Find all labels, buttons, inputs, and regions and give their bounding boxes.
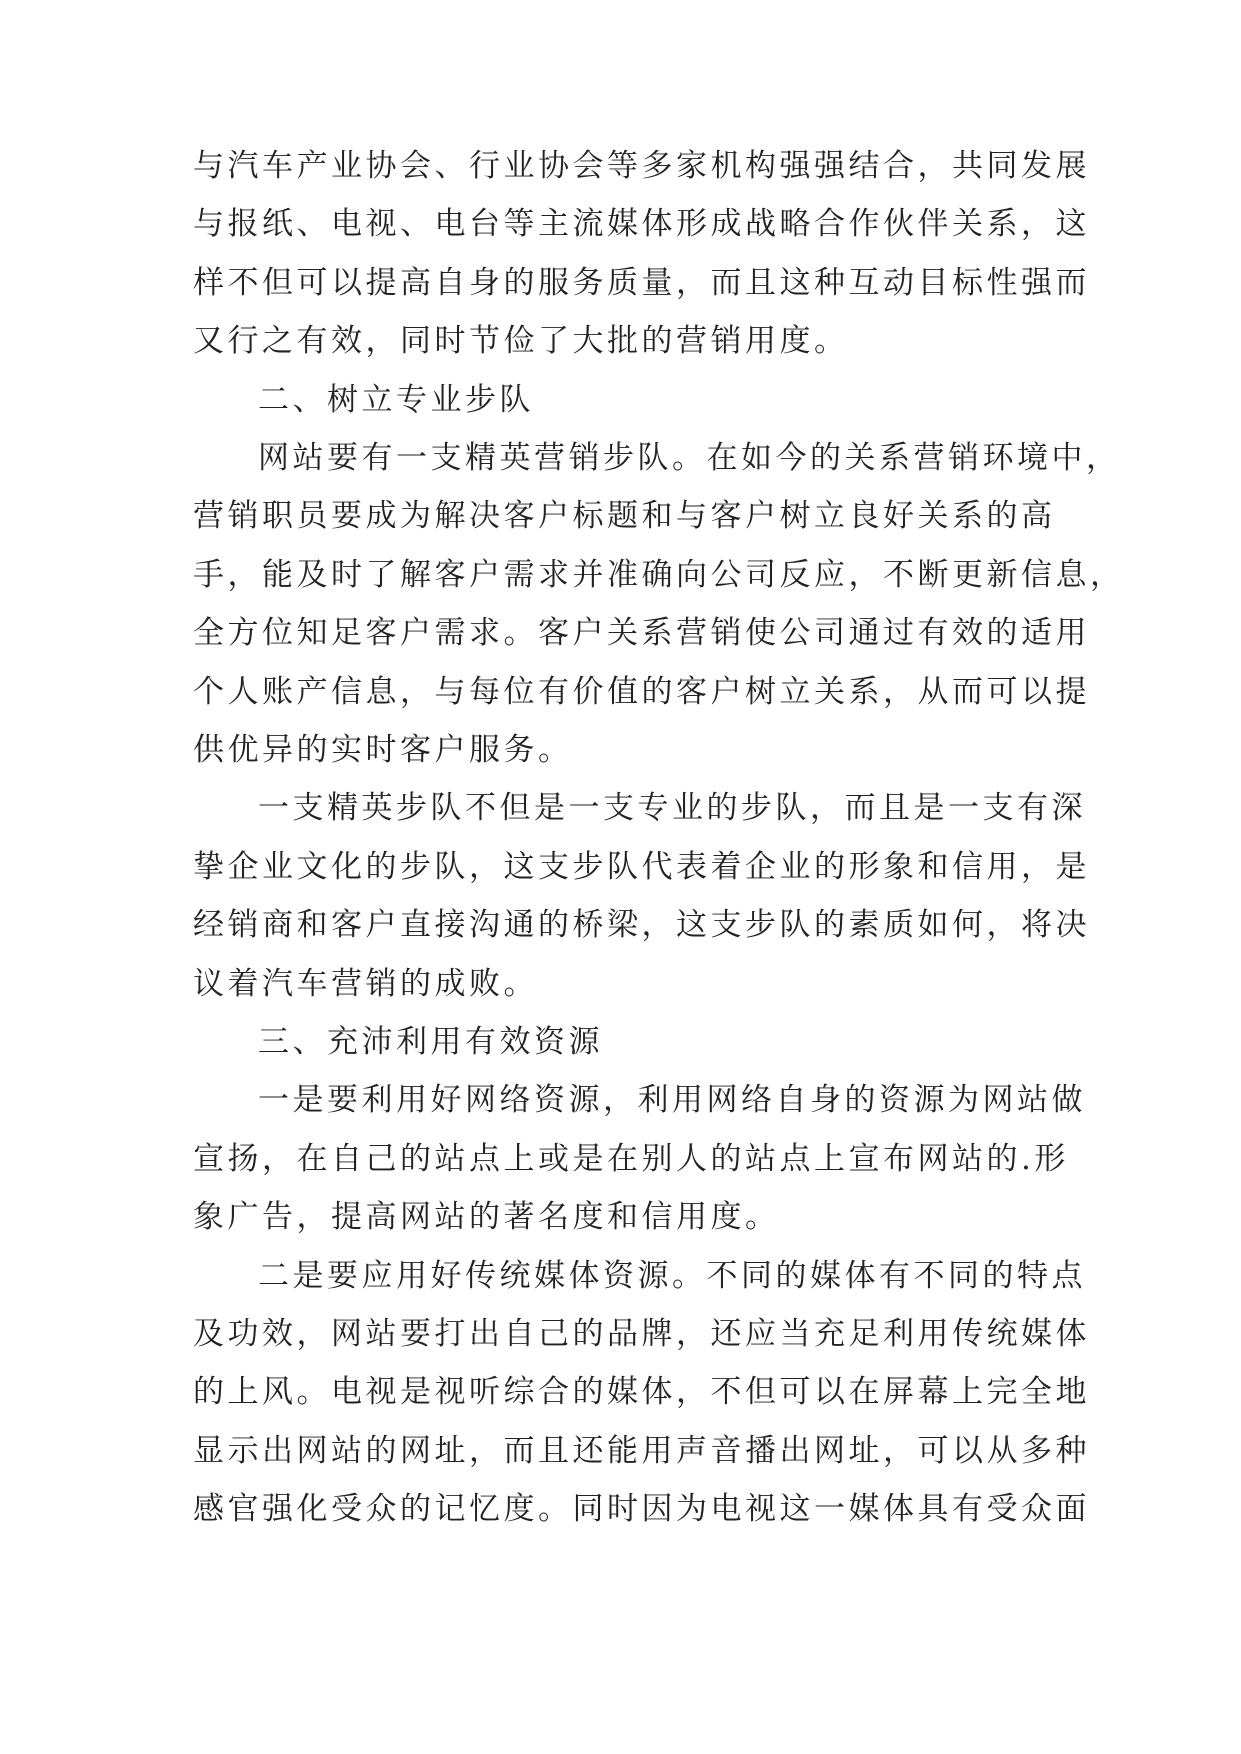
text-line: 三、充沛利用有效资源 <box>258 1024 603 1060</box>
text-line: 与汽车产业协会、行业协会等多家机构强强结合，共同发展 <box>193 148 1090 184</box>
text-line: 显示出网站的网址，而且还能用声音播出网址，可以从多种 <box>193 1433 1090 1469</box>
text-line: 宣扬，在自己的站点上或是在别人的站点上宣布网站的.形 <box>193 1141 1069 1177</box>
text-line: 供优异的实时客户服务。 <box>193 732 573 768</box>
text-line: 网站要有一支精英营销步队。在如今的关系营销环境中， <box>258 440 1121 476</box>
text-line: 一是要利用好网络资源，利用网络自身的资源为网站做 <box>258 1082 1086 1118</box>
text-line: 手，能及时了解客户需求并准确向公司反应，不断更新信息， <box>193 557 1125 593</box>
text-line: 挚企业文化的步队，这支步队代表着企业的形象和信用，是 <box>193 849 1090 885</box>
text-line: 议着汽车营销的成败。 <box>193 966 538 1002</box>
text-line: 二是要应用好传统媒体资源。不同的媒体有不同的特点 <box>258 1258 1086 1294</box>
text-line: 及功效，网站要打出自己的品牌，还应当充足利用传统媒体 <box>193 1316 1090 1352</box>
text-line: 个人账产信息，与每位有价值的客户树立关系，从而可以提 <box>193 674 1090 710</box>
text-line: 一支精英步队不但是一支专业的步队，而且是一支有深 <box>258 790 1086 826</box>
text-line: 二、树立专业步队 <box>258 382 534 418</box>
text-line: 的上风。电视是视听综合的媒体，不但可以在屏幕上完全地 <box>193 1374 1090 1410</box>
text-line: 全方位知足客户需求。客户关系营销使公司通过有效的适用 <box>193 615 1090 651</box>
text-line: 象广告，提高网站的著名度和信用度。 <box>193 1199 780 1235</box>
text-line: 样不但可以提高自身的服务质量，而且这种互动目标性强而 <box>193 265 1090 301</box>
text-line: 又行之有效，同时节俭了大批的营销用度。 <box>193 323 849 359</box>
text-line: 与报纸、电视、电台等主流媒体形成战略合作伙伴关系，这 <box>193 206 1090 242</box>
text-line: 营销职员要成为解决客户标题和与客户树立良好关系的高 <box>193 498 1056 534</box>
text-line: 感官强化受众的记忆度。同时因为电视这一媒体具有受众面 <box>193 1491 1090 1527</box>
text-line: 经销商和客户直接沟通的桥梁，这支步队的素质如何，将决 <box>193 907 1090 943</box>
